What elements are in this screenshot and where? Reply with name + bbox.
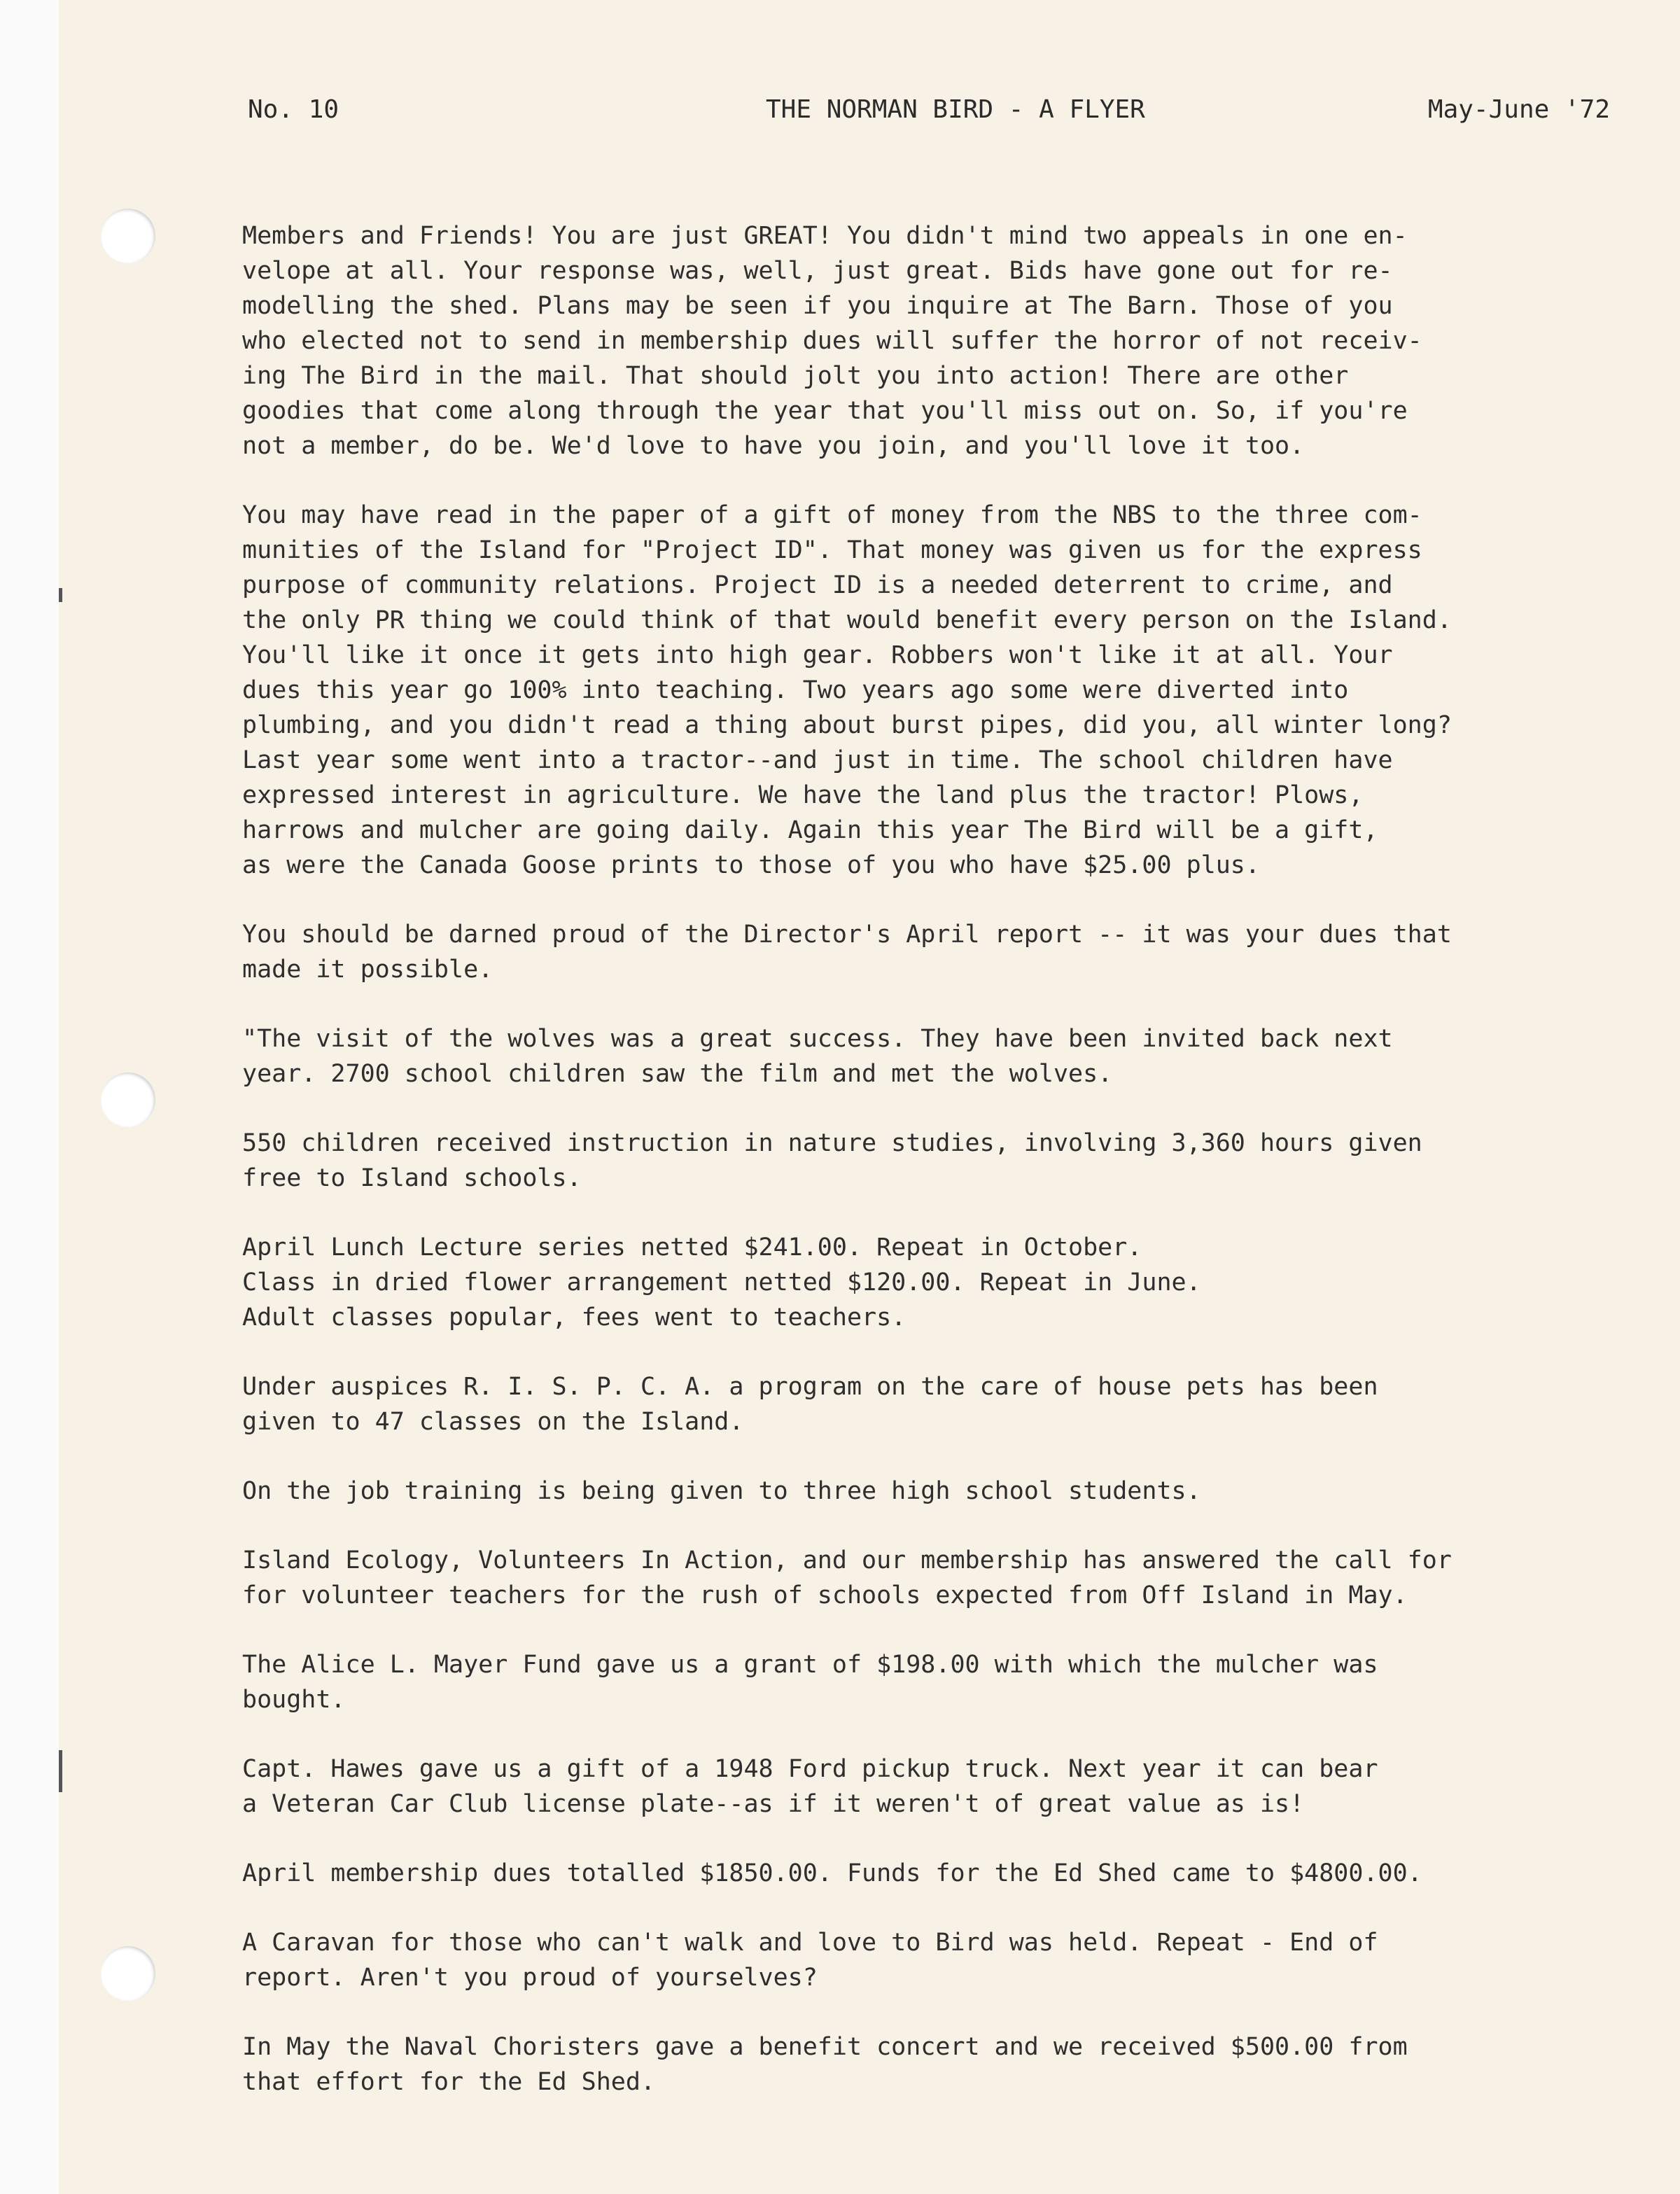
text-line: Members and Friends! You are just GREAT! You didn't mind two appeals in one en-: [242, 222, 1408, 250]
text-line: free to Island schools.: [242, 1164, 582, 1192]
text-line: given to 47 classes on the Island.: [242, 1408, 744, 1436]
punch-hole-top: [101, 209, 155, 263]
paragraph-pickup-truck: [242, 1752, 1642, 1822]
text-line: purpose of community relations. Project ID is a needed deterrent to crime, and: [242, 571, 1393, 599]
text-line: The Alice L. Mayer Fund gave us a grant of $198.00 with which the mulcher was: [242, 1651, 1378, 1679]
issue-date: May-June '72: [1427, 95, 1610, 124]
margin-mark: [59, 588, 62, 602]
text-line: Last year some went into a tractor--and just in time. The school children have: [242, 746, 1393, 774]
paragraph-rispca: [242, 1369, 1642, 1439]
text-line: Capt. Hawes gave us a gift of a 1948 Ford pickup truck. Next year it can bear: [242, 1755, 1378, 1783]
paragraph-benefit-concert: [242, 2029, 1642, 2099]
text-line: You should be darned proud of the Director's April report -- it was your dues that: [242, 921, 1452, 949]
text-line: made it possible.: [242, 956, 493, 984]
text-line: for volunteer teachers for the rush of schools expected from Off Island in May.: [242, 1581, 1408, 1609]
paragraph-project-id: [242, 498, 1642, 883]
letter-body: [242, 218, 1642, 2099]
paragraph-members-friends: [242, 218, 1642, 463]
text-line: modelling the shed. Plans may be seen if you inquire at The Barn. Those of you: [242, 292, 1393, 320]
punch-hole-middle: [101, 1072, 155, 1127]
paragraph-membership-dues: [242, 1856, 1642, 1891]
paragraph-director-report: [242, 917, 1642, 987]
text-line: dues this year go 100% into teaching. Two years ago some were diverted into: [242, 676, 1349, 704]
text-line: April membership dues totalled $1850.00. Funds for the Ed Shed came to $4800.00.: [242, 1859, 1422, 1887]
text-line: In May the Naval Choristers gave a benefit concert and we received $500.00 from: [242, 2033, 1408, 2061]
text-line: not a member, do be. We'd love to have you join, and you'll love it too.: [242, 432, 1305, 460]
scanner-margin: [0, 0, 59, 2194]
page-header: [248, 95, 1610, 137]
text-line: 550 children received instruction in nature studies, involving 3,360 hours given: [242, 1129, 1422, 1157]
text-line: a Veteran Car Club license plate--as if it weren't of great value as is!: [242, 1790, 1305, 1818]
text-line: You'll like it once it gets into high gear. Robbers won't like it at all. Your: [242, 641, 1393, 669]
text-line: Island Ecology, Volunteers In Action, and our membership has answered the call for: [242, 1546, 1452, 1574]
text-line: expressed interest in agriculture. We have the land plus the tractor! Plows,: [242, 781, 1364, 809]
text-line: as were the Canada Goose prints to those of you who have $25.00 plus.: [242, 851, 1260, 879]
margin-mark: [59, 1750, 62, 1792]
text-line: year. 2700 school children saw the film and met the wolves.: [242, 1060, 1113, 1088]
text-line: ing The Bird in the mail. That should jolt you into action! There are other: [242, 362, 1349, 390]
text-line: munities of the Island for "Project ID". That money was given us for the express: [242, 536, 1422, 564]
paragraph-nature-studies: [242, 1126, 1642, 1196]
text-line: the only PR thing we could think of that would benefit every person on the Island.: [242, 606, 1452, 634]
text-line: A Caravan for those who can't walk and love to Bird was held. Repeat - End of: [242, 1929, 1378, 1957]
text-line: Class in dried flower arrangement netted $120.00. Repeat in June.: [242, 1269, 1201, 1297]
punch-hole-bottom: [101, 1946, 155, 2001]
text-line: On the job training is being given to three high school students.: [242, 1477, 1201, 1505]
text-line: velope at all. Your response was, well, just great. Bids have gone out for re-: [242, 257, 1393, 285]
text-line: "The visit of the wolves was a great success. They have been invited back next: [242, 1025, 1393, 1053]
text-line: Adult classes popular, fees went to teachers.: [242, 1304, 906, 1332]
paragraph-mayer-fund: [242, 1647, 1642, 1717]
text-line: plumbing, and you didn't read a thing about burst pipes, did you, all winter long?: [242, 711, 1452, 739]
text-line: April Lunch Lecture series netted $241.00. Repeat in October.: [242, 1234, 1142, 1262]
text-line: bought.: [242, 1686, 346, 1714]
paragraph-caravan: [242, 1925, 1642, 1995]
text-line: report. Aren't you proud of yourselves?: [242, 1964, 818, 1992]
text-line: harrows and mulcher are going daily. Again this year The Bird will be a gift,: [242, 816, 1378, 844]
paragraph-volunteers: [242, 1543, 1642, 1613]
paragraph-wolves: [242, 1021, 1642, 1091]
paragraph-lectures-classes: [242, 1230, 1642, 1335]
document-page: [59, 0, 1680, 2194]
text-line: that effort for the Ed Shed.: [242, 2068, 656, 2096]
newsletter-title: THE NORMAN BIRD - A FLYER: [766, 95, 1145, 124]
text-line: Under auspices R. I. S. P. C. A. a program on the care of house pets has been: [242, 1373, 1378, 1401]
text-line: who elected not to send in membership dues will suffer the horror of not receiv-: [242, 327, 1422, 355]
paragraph-job-training: [242, 1474, 1642, 1509]
issue-number: No. 10: [248, 95, 340, 124]
text-line: You may have read in the paper of a gift of money from the NBS to the three com-: [242, 501, 1422, 529]
text-line: goodies that come along through the year that you'll miss out on. So, if you're: [242, 397, 1408, 425]
